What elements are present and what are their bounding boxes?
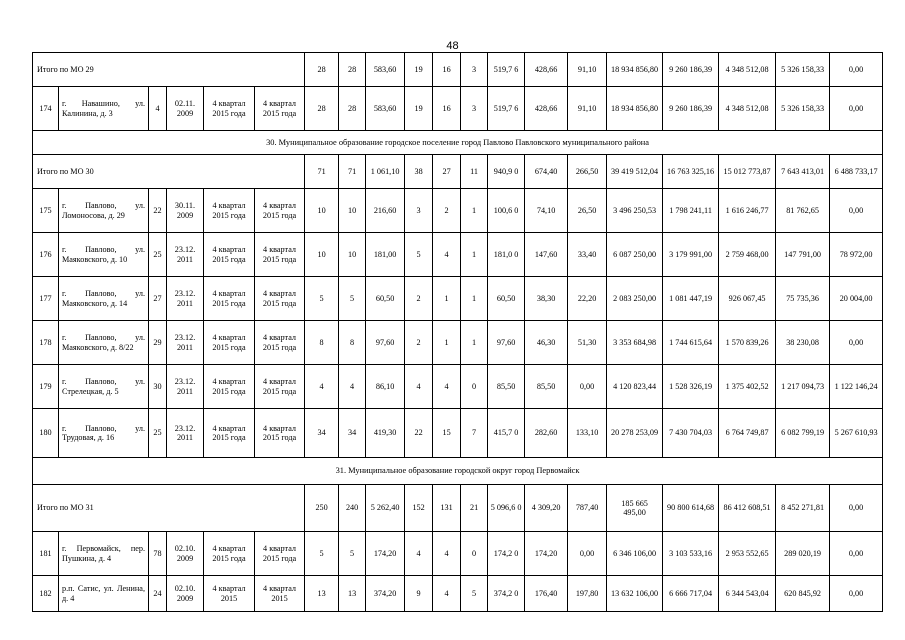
value-cell: 1 798 241,11	[663, 189, 719, 233]
value-cell: 0,00	[830, 189, 883, 233]
section-row	[33, 458, 883, 485]
value-cell: 18 934 856,80	[607, 87, 663, 131]
value-cell: 4 348 512,08	[719, 87, 776, 131]
value-cell: 20 004,00	[830, 277, 883, 321]
date-cell: 23.12. 2011	[167, 321, 204, 365]
value-cell: 174,20	[525, 532, 568, 576]
row-number: 175	[33, 189, 59, 233]
value-cell: 133,10	[568, 409, 607, 458]
value-cell: 91,10	[568, 87, 607, 131]
value-cell: 2 953 552,65	[719, 532, 776, 576]
value-cell: 34	[339, 409, 366, 458]
value-cell: 8	[305, 321, 339, 365]
year-cell: 78	[149, 532, 167, 576]
year-cell: 25	[149, 409, 167, 458]
address-cell: г. Павлово, ул. Маяковского, д. 10	[59, 233, 149, 277]
value-cell: 0,00	[568, 365, 607, 409]
value-cell: 97,60	[366, 321, 405, 365]
table-row	[33, 365, 883, 409]
address-cell: г. Навашино, ул. Калинина, д. 3	[59, 87, 149, 131]
actual-date-cell: 4 квартал 2015 года	[255, 532, 305, 576]
value-cell: 15 012 773,87	[719, 155, 776, 189]
value-cell: 38 230,08	[776, 321, 830, 365]
value-cell: 583,60	[366, 53, 405, 87]
value-cell: 4 120 823,44	[607, 365, 663, 409]
value-cell: 250	[305, 485, 339, 532]
value-cell: 3	[405, 189, 433, 233]
value-cell: 1 570 839,26	[719, 321, 776, 365]
total-row	[33, 53, 883, 87]
plan-date-cell: 4 квартал 2015	[204, 576, 255, 612]
value-cell: 5 267 610,93	[830, 409, 883, 458]
year-cell: 29	[149, 321, 167, 365]
table-row	[33, 576, 883, 612]
value-cell: 266,50	[568, 155, 607, 189]
value-cell: 419,30	[366, 409, 405, 458]
value-cell: 10	[339, 233, 366, 277]
value-cell: 18 934 856,80	[607, 53, 663, 87]
row-number: 178	[33, 321, 59, 365]
value-cell: 15	[433, 409, 461, 458]
address-cell: г. Павлово, ул. Стрелецкая, д. 5	[59, 365, 149, 409]
plan-date-cell: 4 квартал 2015 года	[204, 189, 255, 233]
value-cell: 60,50	[488, 277, 525, 321]
value-cell: 6 082 799,19	[776, 409, 830, 458]
value-cell: 6 346 106,00	[607, 532, 663, 576]
value-cell: 174,2 0	[488, 532, 525, 576]
value-cell: 28	[305, 53, 339, 87]
value-cell: 9 260 186,39	[663, 87, 719, 131]
value-cell: 185 665 495,00	[607, 485, 663, 532]
table-row	[33, 321, 883, 365]
actual-date-cell: 4 квартал 2015 года	[255, 365, 305, 409]
value-cell: 71	[305, 155, 339, 189]
value-cell: 19	[405, 87, 433, 131]
table-row	[33, 409, 883, 458]
plan-date-cell: 4 квартал 2015 года	[204, 321, 255, 365]
value-cell: 91,10	[568, 53, 607, 87]
value-cell: 1 061,10	[366, 155, 405, 189]
value-cell: 100,6 0	[488, 189, 525, 233]
value-cell: 0	[461, 365, 488, 409]
value-cell: 0,00	[830, 321, 883, 365]
value-cell: 1	[433, 277, 461, 321]
value-cell: 0,00	[830, 87, 883, 131]
actual-date-cell: 4 квартал 2015 года	[255, 277, 305, 321]
value-cell: 5	[405, 233, 433, 277]
value-cell: 86 412 608,51	[719, 485, 776, 532]
value-cell: 2	[405, 321, 433, 365]
year-cell: 25	[149, 233, 167, 277]
value-cell: 3 353 684,98	[607, 321, 663, 365]
row-number: 177	[33, 277, 59, 321]
value-cell: 4	[433, 365, 461, 409]
value-cell: 10	[305, 189, 339, 233]
value-cell: 428,66	[525, 53, 568, 87]
value-cell: 75 735,36	[776, 277, 830, 321]
row-number: 181	[33, 532, 59, 576]
housing-program-table	[32, 52, 883, 612]
total-row	[33, 485, 883, 532]
date-cell: 23.12. 2011	[167, 365, 204, 409]
value-cell: 10	[305, 233, 339, 277]
value-cell: 85,50	[488, 365, 525, 409]
value-cell: 3	[461, 53, 488, 87]
page-number: 48	[446, 40, 459, 52]
value-cell: 4	[405, 365, 433, 409]
value-cell: 90 800 614,68	[663, 485, 719, 532]
plan-date-cell: 4 квартал 2015 года	[204, 233, 255, 277]
value-cell: 0,00	[568, 532, 607, 576]
date-cell: 23.12. 2011	[167, 233, 204, 277]
value-cell: 71	[339, 155, 366, 189]
value-cell: 0,00	[830, 532, 883, 576]
actual-date-cell: 4 квартал 2015 года	[255, 189, 305, 233]
plan-date-cell: 4 квартал 2015 года	[204, 409, 255, 458]
total-label: Итого по МО 31	[33, 485, 305, 532]
value-cell: 28	[305, 87, 339, 131]
value-cell: 3 179 991,00	[663, 233, 719, 277]
date-cell: 23.12. 2011	[167, 409, 204, 458]
value-cell: 147 791,00	[776, 233, 830, 277]
value-cell: 13 632 106,00	[607, 576, 663, 612]
value-cell: 131	[433, 485, 461, 532]
value-cell: 3	[461, 87, 488, 131]
value-cell: 6 764 749,87	[719, 409, 776, 458]
value-cell: 3 496 250,53	[607, 189, 663, 233]
value-cell: 1 122 146,24	[830, 365, 883, 409]
value-cell: 5	[305, 532, 339, 576]
value-cell: 1 528 326,19	[663, 365, 719, 409]
value-cell: 0,00	[830, 576, 883, 612]
value-cell: 85,50	[525, 365, 568, 409]
value-cell: 3 103 533,16	[663, 532, 719, 576]
value-cell: 13	[339, 576, 366, 612]
value-cell: 5 326 158,33	[776, 87, 830, 131]
value-cell: 60,50	[366, 277, 405, 321]
date-cell: 30.11. 2009	[167, 189, 204, 233]
value-cell: 4	[433, 576, 461, 612]
value-cell: 374,20	[366, 576, 405, 612]
value-cell: 5	[461, 576, 488, 612]
value-cell: 6 087 250,00	[607, 233, 663, 277]
value-cell: 16	[433, 53, 461, 87]
year-cell: 4	[149, 87, 167, 131]
value-cell: 74,10	[525, 189, 568, 233]
table-row	[33, 277, 883, 321]
value-cell: 39 419 512,04	[607, 155, 663, 189]
value-cell: 1	[461, 233, 488, 277]
value-cell: 374,2 0	[488, 576, 525, 612]
table-row	[33, 189, 883, 233]
value-cell: 1	[461, 321, 488, 365]
table-row	[33, 233, 883, 277]
actual-date-cell: 4 квартал 2015 года	[255, 87, 305, 131]
value-cell: 428,66	[525, 87, 568, 131]
value-cell: 5	[339, 532, 366, 576]
value-cell: 86,10	[366, 365, 405, 409]
actual-date-cell: 4 квартал 2015 года	[255, 409, 305, 458]
value-cell: 26,50	[568, 189, 607, 233]
value-cell: 1 616 246,77	[719, 189, 776, 233]
value-cell: 181,00	[366, 233, 405, 277]
value-cell: 34	[305, 409, 339, 458]
value-cell: 519,7 6	[488, 53, 525, 87]
value-cell: 28	[339, 87, 366, 131]
total-row	[33, 155, 883, 189]
value-cell: 787,40	[568, 485, 607, 532]
value-cell: 1 744 615,64	[663, 321, 719, 365]
value-cell: 176,40	[525, 576, 568, 612]
value-cell: 81 762,65	[776, 189, 830, 233]
value-cell: 21	[461, 485, 488, 532]
value-cell: 147,60	[525, 233, 568, 277]
value-cell: 10	[339, 189, 366, 233]
value-cell: 1	[433, 321, 461, 365]
plan-date-cell: 4 квартал 2015 года	[204, 277, 255, 321]
value-cell: 4	[339, 365, 366, 409]
row-number: 180	[33, 409, 59, 458]
value-cell: 2	[405, 277, 433, 321]
value-cell: 197,80	[568, 576, 607, 612]
value-cell: 9	[405, 576, 433, 612]
date-cell: 02.10. 2009	[167, 532, 204, 576]
value-cell: 8	[339, 321, 366, 365]
value-cell: 38	[405, 155, 433, 189]
value-cell: 174,20	[366, 532, 405, 576]
year-cell: 24	[149, 576, 167, 612]
value-cell: 1 375 402,52	[719, 365, 776, 409]
row-number: 176	[33, 233, 59, 277]
value-cell: 926 067,45	[719, 277, 776, 321]
value-cell: 6 488 733,17	[830, 155, 883, 189]
address-cell: р.п. Сатис, ул. Ленина, д. 4	[59, 576, 149, 612]
value-cell: 16 763 325,16	[663, 155, 719, 189]
value-cell: 4	[433, 233, 461, 277]
value-cell: 1 217 094,73	[776, 365, 830, 409]
value-cell: 28	[339, 53, 366, 87]
value-cell: 1	[461, 189, 488, 233]
value-cell: 46,30	[525, 321, 568, 365]
value-cell: 2 759 468,00	[719, 233, 776, 277]
value-cell: 0,00	[830, 53, 883, 87]
value-cell: 0	[461, 532, 488, 576]
value-cell: 674,40	[525, 155, 568, 189]
value-cell: 7	[461, 409, 488, 458]
row-number: 182	[33, 576, 59, 612]
value-cell: 38,30	[525, 277, 568, 321]
row-number: 179	[33, 365, 59, 409]
table-row	[33, 87, 883, 131]
value-cell: 22	[405, 409, 433, 458]
value-cell: 33,40	[568, 233, 607, 277]
value-cell: 940,9 0	[488, 155, 525, 189]
value-cell: 9 260 186,39	[663, 53, 719, 87]
address-cell: г. Павлово, ул. Маяковского, д. 14	[59, 277, 149, 321]
plan-date-cell: 4 квартал 2015 года	[204, 87, 255, 131]
section-title: 31. Муниципальное образование городской округ город Первомайск	[33, 458, 883, 485]
value-cell: 519,7 6	[488, 87, 525, 131]
actual-date-cell: 4 квартал 2015 года	[255, 233, 305, 277]
value-cell: 5 096,6 0	[488, 485, 525, 532]
table-row	[33, 532, 883, 576]
actual-date-cell: 4 квартал 2015 года	[255, 321, 305, 365]
value-cell: 8 452 271,81	[776, 485, 830, 532]
value-cell: 2 083 250,00	[607, 277, 663, 321]
value-cell: 19	[405, 53, 433, 87]
value-cell: 4 309,20	[525, 485, 568, 532]
value-cell: 181,0 0	[488, 233, 525, 277]
value-cell: 2	[433, 189, 461, 233]
row-number: 174	[33, 87, 59, 131]
value-cell: 0,00	[830, 485, 883, 532]
total-label: Итого по МО 29	[33, 53, 305, 87]
address-cell: г. Павлово, ул. Маяковского, д. 8/22	[59, 321, 149, 365]
value-cell: 7 643 413,01	[776, 155, 830, 189]
value-cell: 152	[405, 485, 433, 532]
value-cell: 16	[433, 87, 461, 131]
value-cell: 4	[405, 532, 433, 576]
value-cell: 5 262,40	[366, 485, 405, 532]
section-row	[33, 131, 883, 155]
address-cell: г. Первомайск, пер. Пушкина, д. 4	[59, 532, 149, 576]
value-cell: 583,60	[366, 87, 405, 131]
value-cell: 13	[305, 576, 339, 612]
value-cell: 620 845,92	[776, 576, 830, 612]
plan-date-cell: 4 квартал 2015 года	[204, 365, 255, 409]
value-cell: 289 020,19	[776, 532, 830, 576]
value-cell: 415,7 0	[488, 409, 525, 458]
value-cell: 22,20	[568, 277, 607, 321]
year-cell: 30	[149, 365, 167, 409]
date-cell: 02.11. 2009	[167, 87, 204, 131]
value-cell: 5	[305, 277, 339, 321]
year-cell: 22	[149, 189, 167, 233]
value-cell: 5 326 158,33	[776, 53, 830, 87]
value-cell: 6 344 543,04	[719, 576, 776, 612]
value-cell: 11	[461, 155, 488, 189]
value-cell: 97,60	[488, 321, 525, 365]
value-cell: 240	[339, 485, 366, 532]
value-cell: 1 081 447,19	[663, 277, 719, 321]
value-cell: 5	[339, 277, 366, 321]
date-cell: 23.12. 2011	[167, 277, 204, 321]
value-cell: 282,60	[525, 409, 568, 458]
total-label: Итого по МО 30	[33, 155, 305, 189]
address-cell: г. Павлово, ул. Ломоносова, д. 29	[59, 189, 149, 233]
value-cell: 4 348 512,08	[719, 53, 776, 87]
section-title: 30. Муниципальное образование городское поселение город Павлово Павловского муниципального района	[33, 131, 883, 155]
address-cell: г. Павлово, ул. Трудовая, д. 16	[59, 409, 149, 458]
year-cell: 27	[149, 277, 167, 321]
value-cell: 51,30	[568, 321, 607, 365]
value-cell: 7 430 704,03	[663, 409, 719, 458]
value-cell: 20 278 253,09	[607, 409, 663, 458]
plan-date-cell: 4 квартал 2015 года	[204, 532, 255, 576]
value-cell: 1	[461, 277, 488, 321]
value-cell: 4	[433, 532, 461, 576]
value-cell: 78 972,00	[830, 233, 883, 277]
date-cell: 02.10. 2009	[167, 576, 204, 612]
value-cell: 6 666 717,04	[663, 576, 719, 612]
value-cell: 27	[433, 155, 461, 189]
value-cell: 4	[305, 365, 339, 409]
actual-date-cell: 4 квартал 2015	[255, 576, 305, 612]
value-cell: 216,60	[366, 189, 405, 233]
